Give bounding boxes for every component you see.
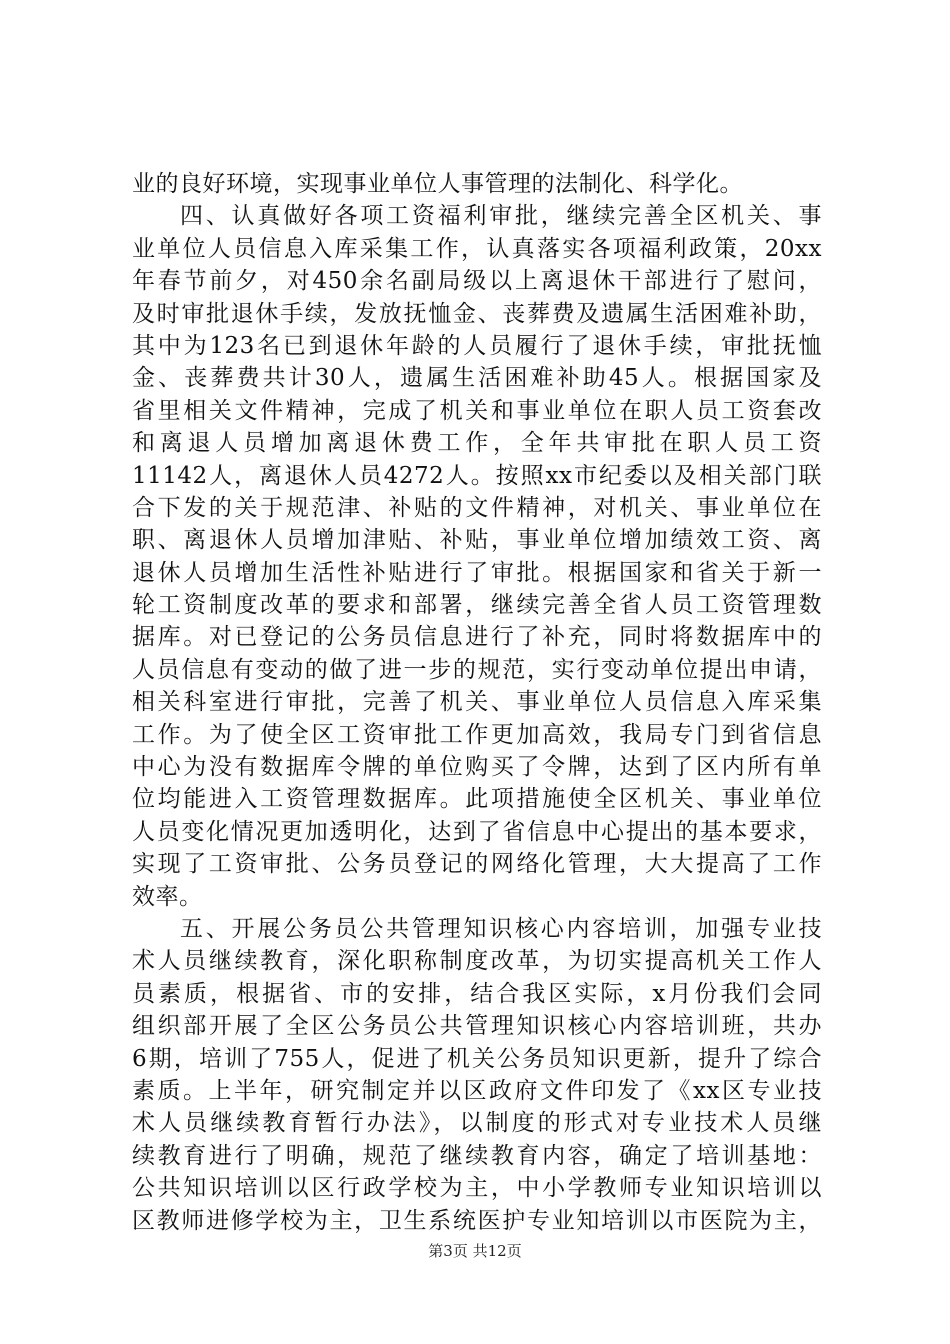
text-line: 据库。对已登记的公务员信息进行了补充，同时将数据库中的 xyxy=(132,624,822,651)
text-line: 合下发的关于规范津、补贴的文件精神，对机关、事业单位在 xyxy=(132,494,822,521)
text-line: 组织部开展了全区公务员公共管理知识核心内容培训班，共办 xyxy=(132,1013,822,1040)
text-line: 人员信息有变动的做了进一步的规范，实行变动单位提出申请， xyxy=(132,656,822,683)
text-line: 人员变化情况更加透明化，达到了省信息中心提出的基本要求， xyxy=(132,818,822,845)
text-line: 省里相关文件精神，完成了机关和事业单位在职人员工资套改 xyxy=(132,397,822,424)
text-line: 相关科室进行审批，完善了机关、事业单位人员信息入库采集 xyxy=(132,689,822,716)
text-line: 职、离退休人员增加津贴、补贴，事业单位增加绩效工资、离 xyxy=(132,527,822,554)
text-line: 6期，培训了755人，促进了机关公务员知识更新，提升了综合 xyxy=(132,1045,822,1072)
text-line: 金、丧葬费共计30人，遗属生活困难补助45人。根据国家及 xyxy=(132,365,822,392)
text-line: 11142人，离退休人员4272人。按照xx市纪委以及相关部门联 xyxy=(132,462,822,489)
page-number-footer: 第3页 共12页 xyxy=(428,1242,522,1260)
text-line: 中心为没有数据库令牌的单位购买了令牌，达到了区内所有单 xyxy=(132,754,822,781)
text-line: 术人员继续教育暂行办法》，以制度的形式对专业技术人员继 xyxy=(132,1110,822,1137)
text-line: 退休人员增加生活性补贴进行了审批。根据国家和省关于新一 xyxy=(132,559,822,586)
text-line: 及时审批退休手续，发放抚恤金、丧葬费及遗属生活困难补助， xyxy=(132,300,822,327)
paragraph-start-line: 五、开展公务员公共管理知识核心内容培训，加强专业技 xyxy=(180,915,822,942)
text-line: 术人员继续教育，深化职称制度改革，为切实提高机关工作人 xyxy=(132,948,822,975)
text-line: 和离退人员增加离退休费工作，全年共审批在职人员工资 xyxy=(132,430,822,457)
text-line: 区教师进修学校为主，卫生系统医护专业知培训以市医院为主， xyxy=(132,1207,822,1234)
paragraph-start-line: 四、认真做好各项工资福利审批，继续完善全区机关、事 xyxy=(180,203,822,230)
text-line: 业的良好环境，实现事业单位人事管理的法制化、科学化。 xyxy=(132,171,743,197)
text-line: 公共知识培训以区行政学校为主，中小学教师专业知识培训以 xyxy=(132,1175,822,1202)
text-line: 实现了工资审批、公务员登记的网络化管理，大大提高了工作 xyxy=(132,851,822,878)
text-line: 业单位人员信息入库采集工作，认真落实各项福利政策，20xx xyxy=(132,235,822,262)
text-line: 工作。为了使全区工资审批工作更加高效，我局专门到省信息 xyxy=(132,721,822,748)
text-line: 效率。 xyxy=(132,883,203,910)
text-line: 员素质，根据省、市的安排，结合我区实际，x月份我们会同 xyxy=(132,980,822,1007)
text-line: 续教育进行了明确，规范了继续教育内容，确定了培训基地： xyxy=(132,1142,822,1169)
text-line: 轮工资制度改革的要求和部署，继续完善全省人员工资管理数 xyxy=(132,592,822,619)
text-line: 素质。上半年，研究制定并以区政府文件印发了《xx区专业技 xyxy=(132,1077,822,1104)
document-body xyxy=(132,168,822,1237)
text-line: 其中为123名已到退休年龄的人员履行了退休手续，审批抚恤 xyxy=(132,332,822,359)
text-line: 年春节前夕，对450余名副局级以上离退休干部进行了慰问， xyxy=(132,268,822,295)
text-line: 位均能进入工资管理数据库。此项措施使全区机关、事业单位 xyxy=(132,786,822,813)
